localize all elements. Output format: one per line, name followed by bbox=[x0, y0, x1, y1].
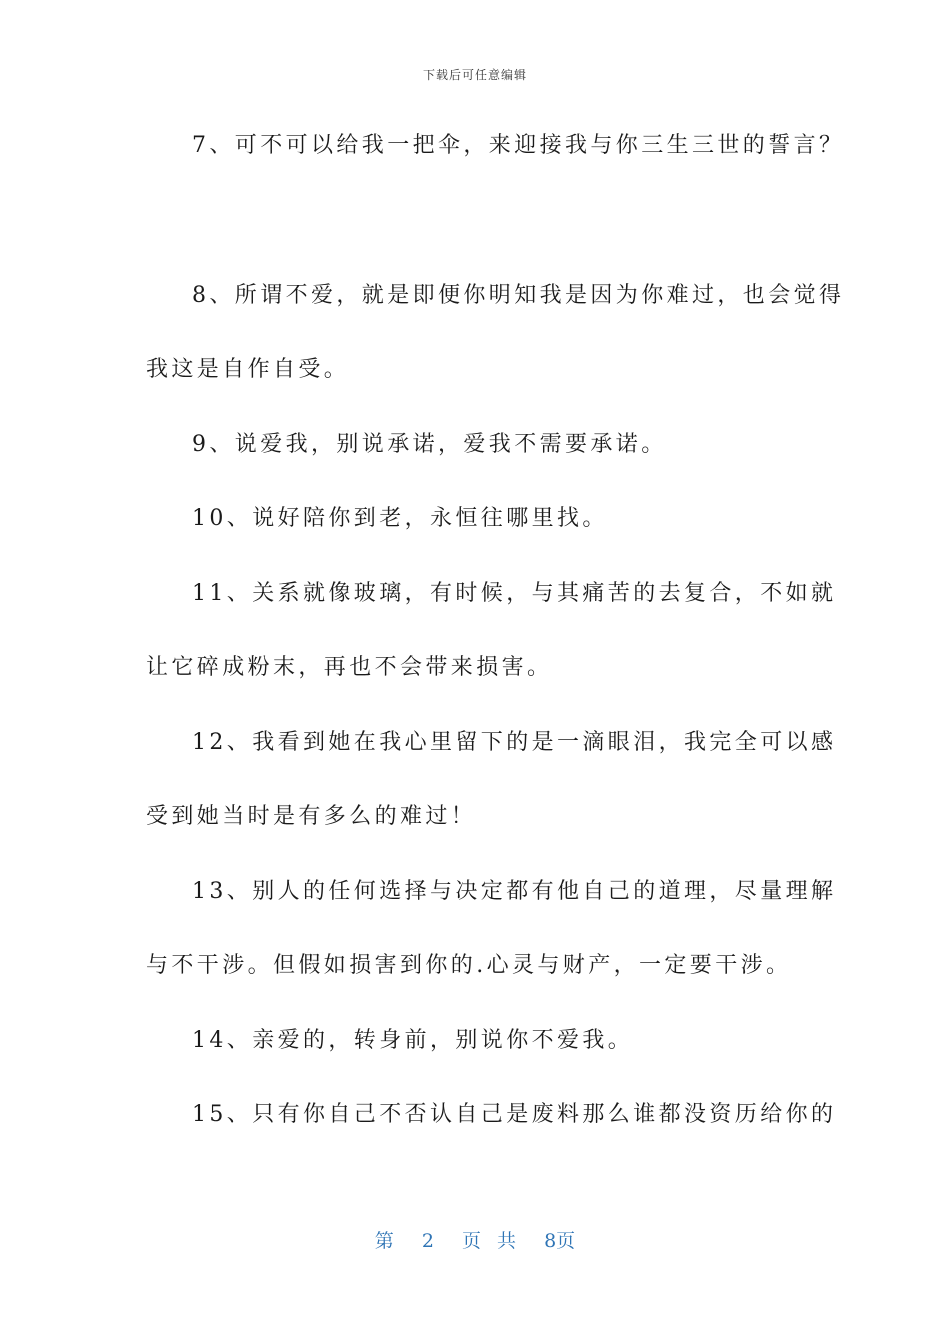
text-line: 让它碎成粉末，再也不会带来损害。 bbox=[146, 655, 553, 680]
text-line: 受到她当时是有多么的难过！ bbox=[146, 804, 477, 829]
text-line: 10、说好陪你到老，永恒往哪里找。 bbox=[192, 506, 608, 531]
total-pages: 8页 bbox=[544, 1230, 576, 1252]
text-line: 我这是自作自受。 bbox=[146, 357, 350, 382]
text-line: 15、只有你自己不否认自己是废料那么谁都没资历给你的 bbox=[192, 1102, 837, 1127]
text-line: 9、说爱我，别说承诺，爱我不需要承诺。 bbox=[192, 432, 667, 457]
current-page-number: 2 bbox=[421, 1230, 434, 1252]
page-footer bbox=[0, 1226, 950, 1253]
page-label-mid: 页 共 bbox=[462, 1230, 517, 1252]
header-note: 下载后可任意编辑 bbox=[422, 68, 527, 82]
text-line: 13、别人的任何选择与决定都有他自己的道理，尽量理解 bbox=[192, 879, 837, 904]
text-line: 与不干涉。但假如损害到你的.心灵与财产，一定要干涉。 bbox=[146, 953, 792, 978]
text-line: 11、关系就像玻璃，有时候，与其痛苦的去复合，不如就 bbox=[192, 581, 837, 606]
page-label-prefix: 第 bbox=[374, 1230, 394, 1252]
text-line: 8、所谓不爱，就是即便你明知我是因为你难过，也会觉得 bbox=[192, 283, 845, 308]
text-line: 7、可不可以给我一把伞，来迎接我与你三生三世的誓言？ bbox=[192, 133, 845, 158]
text-line: 14、亲爱的，转身前，别说你不爱我。 bbox=[192, 1028, 634, 1053]
text-line: 12、我看到她在我心里留下的是一滴眼泪，我完全可以感 bbox=[192, 730, 837, 755]
